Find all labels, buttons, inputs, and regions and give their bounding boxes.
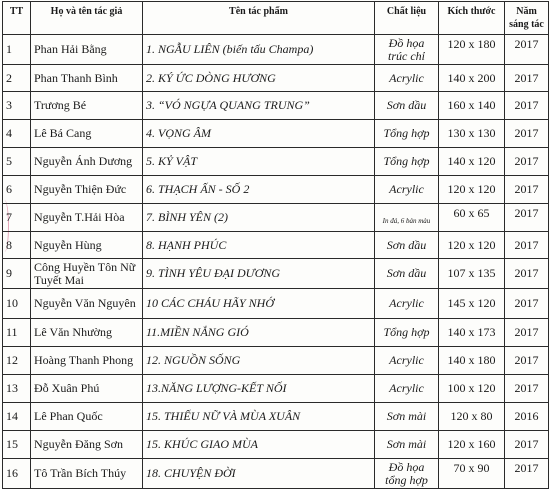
- table-row: [3, 232, 549, 259]
- cell-year: 2017: [505, 375, 549, 403]
- table-row: [3, 347, 549, 375]
- cell-year: 2017: [505, 431, 549, 459]
- table-row: [3, 375, 549, 403]
- cell-year: 2017: [505, 259, 549, 289]
- cell-number: 15: [3, 431, 31, 459]
- header-year: Năm sáng tác: [505, 2, 549, 35]
- cell-size: 140 x 180: [439, 347, 505, 375]
- cell-title: 11.MIỀN NẮNG GIÓ: [143, 319, 375, 347]
- cell-size: 120 x 180: [439, 35, 505, 65]
- table-row: [3, 35, 549, 65]
- header-tt: TT: [3, 2, 31, 35]
- cell-material: Sơn dầu: [375, 232, 439, 259]
- cell-year: 2017: [505, 459, 549, 489]
- cell-title: 12. NGUỒN SỐNG: [143, 347, 375, 375]
- cell-material: Acrylic: [375, 176, 439, 204]
- cell-title: 4. VỌNG ÂM: [143, 120, 375, 148]
- header-size: Kích thước: [439, 2, 505, 35]
- cell-number: 2: [3, 65, 31, 92]
- cell-size: 140 x 120: [439, 148, 505, 176]
- cell-year: 2017: [505, 120, 549, 148]
- cell-author: Lê Phan Quốc: [31, 403, 143, 431]
- cell-author: Nguyễn Đăng Sơn: [31, 431, 143, 459]
- table-row: [3, 259, 549, 289]
- cell-author: Nguyễn Hùng: [31, 232, 143, 259]
- table-row: [3, 459, 549, 489]
- cell-title: 15. THIẾU NỮ VÀ MÙA XUÂN: [143, 403, 375, 431]
- cell-year: 2017: [505, 347, 549, 375]
- cell-title: 1. NGẪU LIÊN (biến tấu Champa): [143, 35, 375, 65]
- cell-year: 2017: [505, 232, 549, 259]
- cell-author: Hoàng Thanh Phong: [31, 347, 143, 375]
- cell-year: 2017: [505, 148, 549, 176]
- cell-year: 2017: [505, 289, 549, 319]
- cell-material: Sơn dầu: [375, 259, 439, 289]
- table-row: [3, 289, 549, 319]
- cell-material: Acrylic: [375, 375, 439, 403]
- cell-size: 160 x 140: [439, 92, 505, 120]
- cell-number: 6: [3, 176, 31, 204]
- cell-title: 3. “VÓ NGỰA QUANG TRUNG”: [143, 92, 375, 120]
- cell-author: Lê Bá Cang: [31, 120, 143, 148]
- cell-title: 9. TÌNH YÊU ĐẠI DƯƠNG: [143, 259, 375, 289]
- cell-title: 5. KỶ VẬT: [143, 148, 375, 176]
- cell-material: Acrylic: [375, 289, 439, 319]
- cell-author: Nguyễn T.Hải Hòa: [31, 204, 143, 232]
- cell-author: Đỗ Xuân Phú: [31, 375, 143, 403]
- table-row: [3, 148, 549, 176]
- cell-material: In đá, 6 bản màu: [375, 204, 439, 232]
- table-header: [3, 2, 549, 35]
- cell-material: Acrylic: [375, 347, 439, 375]
- cell-year: 2017: [505, 176, 549, 204]
- cell-size: 120 x 120: [439, 176, 505, 204]
- cell-author: Lê Văn Nhường: [31, 319, 143, 347]
- cell-title: 6. THẠCH ẤN - SỐ 2: [143, 176, 375, 204]
- cell-year: 2017: [505, 92, 549, 120]
- cell-number: 11: [3, 319, 31, 347]
- cell-number: 4: [3, 120, 31, 148]
- cell-number: 10: [3, 289, 31, 319]
- cell-size: 107 x 135: [439, 259, 505, 289]
- cell-number: 1: [3, 35, 31, 65]
- cell-material: Sơn dầu: [375, 92, 439, 120]
- table-body: [3, 35, 549, 489]
- cell-title: 2. KÝ ỨC DÒNG HƯƠNG: [143, 65, 375, 92]
- cell-material: Đồ họa trúc chỉ: [375, 35, 439, 65]
- cell-size: 120 x 80: [439, 403, 505, 431]
- cell-author: Nguyễn Thiện Đức: [31, 176, 143, 204]
- cell-number: 5: [3, 148, 31, 176]
- cell-size: 70 x 90: [439, 459, 505, 489]
- cell-year: 2017: [505, 35, 549, 65]
- table-row: [3, 120, 549, 148]
- table-row: [3, 92, 549, 120]
- cell-material: Sơn mài: [375, 403, 439, 431]
- cell-material: Sơn mài: [375, 431, 439, 459]
- cell-title: 10 CÁC CHÁU HÃY NHỚ: [143, 289, 375, 319]
- header-row: [3, 2, 549, 35]
- cell-year: 2017: [505, 319, 549, 347]
- cell-year: 2016: [505, 403, 549, 431]
- cell-number: 14: [3, 403, 31, 431]
- cell-material: Tổng hợp: [375, 120, 439, 148]
- cell-size: 130 x 130: [439, 120, 505, 148]
- cell-size: 140 x 173: [439, 319, 505, 347]
- cell-author: Nguyễn Văn Nguyên: [31, 289, 143, 319]
- cell-number: 13: [3, 375, 31, 403]
- cell-material: Đồ họa tổng hợp: [375, 459, 439, 489]
- cell-title: 7. BÌNH YÊN (2): [143, 204, 375, 232]
- cell-size: 100 x 120: [439, 375, 505, 403]
- cell-number: 16: [3, 459, 31, 489]
- cell-title: 8. HẠNH PHÚC: [143, 232, 375, 259]
- cell-number: 3: [3, 92, 31, 120]
- table-row: [3, 403, 549, 431]
- cell-size: 120 x 120: [439, 232, 505, 259]
- cell-title: 15. KHÚC GIAO MÙA: [143, 431, 375, 459]
- artwork-table: [2, 1, 549, 489]
- cell-size: 60 x 65: [439, 204, 505, 232]
- table-row: [3, 65, 549, 92]
- cell-size: 140 x 200: [439, 65, 505, 92]
- cell-material: Tổng hợp: [375, 319, 439, 347]
- cell-number: 12: [3, 347, 31, 375]
- cell-material: Tổng hợp: [375, 148, 439, 176]
- cell-number: 9: [3, 259, 31, 289]
- cell-number: 8: [3, 232, 31, 259]
- cell-size: 120 x 160: [439, 431, 505, 459]
- table-row: [3, 431, 549, 459]
- cell-author: Công Huyền Tôn Nữ Tuyết Mai: [31, 259, 143, 289]
- cell-number: 7: [3, 204, 31, 232]
- cell-author: Phan Thanh Bình: [31, 65, 143, 92]
- cell-author: Tô Trần Bích Thúy: [31, 459, 143, 489]
- cell-title: 13.NĂNG LƯỢNG-KẾT NỐI: [143, 375, 375, 403]
- cell-author: Trương Bé: [31, 92, 143, 120]
- header-title: Tên tác phẩm: [143, 2, 375, 35]
- table-row: [3, 176, 549, 204]
- cell-year: 2017: [505, 204, 549, 232]
- cell-year: 2017: [505, 65, 549, 92]
- cell-material: Acrylic: [375, 65, 439, 92]
- cell-size: 145 x 120: [439, 289, 505, 319]
- cell-title: 18. CHUYỆN ĐỜI: [143, 459, 375, 489]
- header-author: Họ và tên tác giả: [31, 2, 143, 35]
- table-row: [3, 319, 549, 347]
- header-material: Chất liệu: [375, 2, 439, 35]
- cell-author: Nguyễn Ánh Dương: [31, 148, 143, 176]
- table-row: [3, 204, 549, 232]
- cell-author: Phan Hải Bằng: [31, 35, 143, 65]
